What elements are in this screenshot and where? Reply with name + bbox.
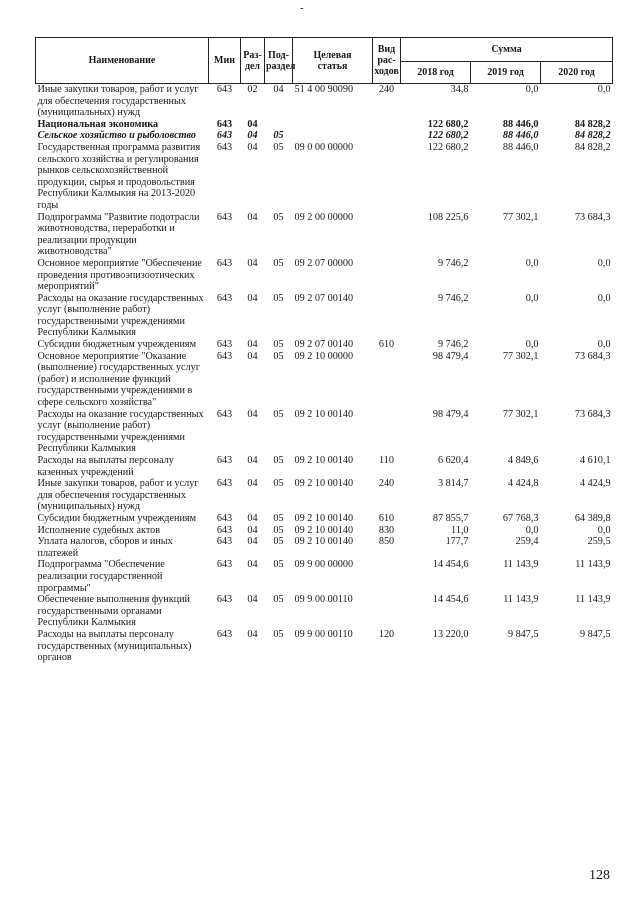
row-value-2018: 9 746,2 xyxy=(437,339,469,351)
row-value-2018: 9 746,2 xyxy=(437,257,469,269)
row-podrazdel: 05 xyxy=(273,512,284,524)
row-value-2018: 3 814,7 xyxy=(437,478,469,490)
row-vid xyxy=(373,351,401,409)
row-value-2019: 77 302,1 xyxy=(502,211,539,223)
row-min: 643 xyxy=(216,408,233,420)
row-min: 643 xyxy=(216,594,233,606)
row-value-2020: 73 684,3 xyxy=(574,211,611,223)
table-row xyxy=(36,339,613,351)
row-target: 09 9 00 00000 xyxy=(294,559,354,571)
row-razdel: 04 xyxy=(247,512,258,524)
row-podrazdel xyxy=(265,119,293,131)
row-podrazdel: 05 xyxy=(273,339,284,351)
row-value-2018: 87 855,7 xyxy=(432,512,469,524)
row-razdel: 04 xyxy=(247,455,258,466)
table-row xyxy=(36,84,613,119)
row-value-2020: 0,0 xyxy=(597,257,611,269)
table-row xyxy=(36,130,613,142)
row-value-2018: 122 680,2 xyxy=(427,118,469,130)
row-podrazdel: 05 xyxy=(273,141,284,153)
row-min: 643 xyxy=(216,628,233,640)
header-min: Мин xyxy=(209,38,241,84)
row-value-2020: 4 610,1 xyxy=(579,455,611,466)
table-row xyxy=(36,455,613,478)
row-razdel: 04 xyxy=(247,118,258,130)
row-value-2020: 11 143,9 xyxy=(575,594,611,606)
header-year-2018: 2018 год xyxy=(401,62,471,84)
row-razdel: 04 xyxy=(247,628,258,640)
row-target: 09 2 10 00140 xyxy=(294,524,354,536)
row-value-2018: 122 680,2 xyxy=(427,141,469,153)
header-year-2020: 2020 год xyxy=(541,62,613,84)
row-target xyxy=(293,119,373,131)
table-row xyxy=(36,559,613,594)
row-razdel: 04 xyxy=(247,350,258,362)
row-value-2018: 98 479,4 xyxy=(432,408,469,420)
row-vid: 850 xyxy=(378,536,395,548)
row-target: 09 2 10 00140 xyxy=(294,478,354,490)
row-name: Обеспечение выполнения функций государственными органами Республики Калмыкия xyxy=(37,594,190,629)
row-value-2019: 9 847,5 xyxy=(507,628,539,640)
row-value-2019: 11 143,9 xyxy=(503,559,539,571)
row-min: 643 xyxy=(216,350,233,362)
row-razdel: 04 xyxy=(247,292,258,304)
table-row xyxy=(36,594,613,629)
row-value-2020: 11 143,9 xyxy=(575,559,611,571)
row-target: 09 2 07 00000 xyxy=(294,257,354,269)
row-podrazdel: 05 xyxy=(273,594,284,606)
row-target: 09 9 00 00110 xyxy=(294,594,353,606)
row-name: Субсидии бюджетным учреждениям xyxy=(37,512,197,524)
table-row xyxy=(36,513,613,525)
table-body xyxy=(36,84,613,664)
row-value-2020: 4 424,9 xyxy=(579,478,611,490)
row-vid xyxy=(373,130,401,142)
row-value-2019: 0,0 xyxy=(525,339,539,351)
row-razdel: 04 xyxy=(247,594,258,606)
row-razdel: 04 xyxy=(247,141,258,153)
row-min: 643 xyxy=(216,536,233,548)
row-podrazdel: 05 xyxy=(273,257,284,269)
table-row xyxy=(36,409,613,455)
row-value-2018: 14 454,6 xyxy=(432,559,469,571)
row-podrazdel: 05 xyxy=(273,292,284,304)
table-row xyxy=(36,629,613,664)
row-name: Государственная программа развития сельского хозяйства и регулирования рынков сельскохозяйственной продукции, сырья и продовольствия Республики Калмыкия на 2013-2020 годы xyxy=(37,141,201,211)
row-vid xyxy=(373,142,401,212)
row-value-2020: 84 828,2 xyxy=(574,141,611,153)
row-min: 643 xyxy=(216,257,233,269)
row-vid: 610 xyxy=(378,512,395,524)
row-name: Расходы на выплаты персоналу казенных учреждений xyxy=(37,455,174,478)
row-value-2020: 84 828,2 xyxy=(574,130,611,142)
row-min: 643 xyxy=(216,524,233,536)
row-name: Исполнение судебных актов xyxy=(37,524,161,536)
row-target: 09 2 07 00140 xyxy=(294,339,354,351)
row-name: Расходы на оказание государственных услуг (выполнение работ) государственными учреждениями Республики Калмыкия xyxy=(37,408,204,455)
table-row xyxy=(36,142,613,212)
row-razdel: 04 xyxy=(247,478,258,490)
row-name: Основное мероприятие "Обеспечение проведения противоэпизоотических мероприятий" xyxy=(37,257,202,293)
row-value-2020: 64 389,8 xyxy=(574,512,611,524)
row-vid xyxy=(373,258,401,293)
row-value-2019: 88 446,0 xyxy=(502,141,539,153)
row-min: 643 xyxy=(216,84,233,95)
row-podrazdel: 05 xyxy=(273,524,284,536)
row-target: 09 2 10 00140 xyxy=(294,455,354,466)
row-vid xyxy=(373,409,401,455)
row-min: 643 xyxy=(216,478,233,490)
row-razdel: 04 xyxy=(247,524,258,536)
header-summa: Сумма xyxy=(401,38,613,62)
row-podrazdel: 05 xyxy=(273,350,284,362)
page-number: 128 xyxy=(589,868,610,883)
row-name: Национальная экономика xyxy=(37,118,159,130)
row-min: 643 xyxy=(216,292,233,304)
row-target: 09 2 10 00140 xyxy=(294,512,354,524)
header-podrazdel: Под- раздел xyxy=(265,38,293,84)
row-min: 643 xyxy=(216,559,233,571)
header-name: Наименование xyxy=(36,38,209,84)
budget-table xyxy=(35,37,613,664)
row-name: Уплата налогов, сборов и иных платежей xyxy=(37,536,173,559)
row-value-2018: 108 225,6 xyxy=(427,211,469,223)
row-razdel: 04 xyxy=(247,339,258,351)
row-value-2018: 6 620,4 xyxy=(437,455,469,466)
row-value-2018: 11,0 xyxy=(451,524,469,536)
row-value-2019: 0,0 xyxy=(525,257,539,269)
table-row xyxy=(36,293,613,339)
row-razdel: 04 xyxy=(247,408,258,420)
row-value-2018: 122 680,2 xyxy=(427,130,469,142)
row-target xyxy=(293,130,373,142)
row-value-2020: 9 847,5 xyxy=(579,628,611,640)
row-value-2019: 4 849,6 xyxy=(507,455,539,466)
row-podrazdel: 05 xyxy=(273,628,284,640)
row-vid: 120 xyxy=(378,628,395,640)
row-podrazdel: 05 xyxy=(273,408,284,420)
row-value-2020: 0,0 xyxy=(597,292,611,304)
row-name: Иные закупки товаров, работ и услуг для обеспечения государственных (муниципальных) нужд xyxy=(37,84,199,119)
row-value-2018: 98 479,4 xyxy=(432,350,469,362)
row-target: 51 4 00 90090 xyxy=(294,84,354,95)
row-vid: 610 xyxy=(378,339,395,351)
row-podrazdel: 05 xyxy=(273,559,284,571)
row-value-2020: 0,0 xyxy=(597,524,611,536)
row-value-2019: 4 424,8 xyxy=(507,478,539,490)
row-value-2020: 0,0 xyxy=(597,84,611,95)
row-value-2020: 259,5 xyxy=(587,536,611,548)
row-vid: 240 xyxy=(378,84,395,95)
row-vid xyxy=(373,594,401,629)
row-min: 643 xyxy=(216,455,233,466)
header-year-2019: 2019 год xyxy=(471,62,541,84)
table-row xyxy=(36,536,613,559)
row-name: Основное мероприятие "Оказание (выполнение) государственных услуг (работ) и исполнение функций государственными учреждениями в сфере сельского хозяйства" xyxy=(37,350,200,409)
row-vid: 110 xyxy=(379,455,394,466)
row-value-2019: 259,4 xyxy=(515,536,539,548)
row-value-2018: 13 220,0 xyxy=(432,628,469,640)
row-podrazdel: 04 xyxy=(273,84,284,95)
header-target: Целевая статья xyxy=(293,38,373,84)
row-value-2019: 88 446,0 xyxy=(502,130,539,142)
row-vid xyxy=(373,119,401,131)
row-name: Иные закупки товаров, работ и услуг для обеспечения государственных (муниципальных) нужд xyxy=(37,478,199,513)
row-vid: 830 xyxy=(378,524,395,536)
row-target: 09 0 00 00000 xyxy=(294,141,354,153)
row-value-2018: 34,8 xyxy=(450,84,469,95)
row-razdel: 04 xyxy=(247,536,258,548)
table-row xyxy=(36,351,613,409)
row-podrazdel: 05 xyxy=(273,211,284,223)
row-value-2020: 73 684,3 xyxy=(574,408,611,420)
row-value-2019: 67 768,3 xyxy=(502,512,539,524)
row-min: 643 xyxy=(216,512,233,524)
table-row xyxy=(36,258,613,293)
row-value-2019: 77 302,1 xyxy=(502,408,539,420)
row-name: Расходы на оказание государственных услуг (выполнение работ) государственными учреждениями Республики Калмыкия xyxy=(37,292,204,339)
table-row xyxy=(36,119,613,131)
table-row xyxy=(36,525,613,537)
header-vid: Вид рас- ходов xyxy=(373,38,401,84)
row-name: Подпрограмма "Обеспечение реализации государственной программы" xyxy=(37,559,165,594)
row-value-2019: 11 143,9 xyxy=(503,594,539,606)
row-podrazdel: 05 xyxy=(273,478,284,490)
row-vid xyxy=(373,559,401,594)
row-value-2018: 14 454,6 xyxy=(432,594,469,606)
table-row xyxy=(36,478,613,513)
row-target: 09 2 00 00000 xyxy=(294,211,354,223)
row-razdel: 04 xyxy=(247,130,258,142)
row-razdel: 04 xyxy=(247,211,258,223)
row-name: Расходы на выплаты персоналу государственных (муниципальных) органов xyxy=(37,628,192,664)
top-mark: - xyxy=(300,2,304,14)
row-vid: 240 xyxy=(378,478,395,490)
row-target: 09 9 00 00110 xyxy=(294,628,353,640)
row-vid xyxy=(373,212,401,258)
row-value-2019: 0,0 xyxy=(525,292,539,304)
row-value-2018: 177,7 xyxy=(445,536,469,548)
row-target: 09 2 07 00140 xyxy=(294,292,354,304)
row-target: 09 2 10 00140 xyxy=(294,408,354,420)
row-name: Сельское хозяйство и рыболовство xyxy=(37,130,197,142)
row-value-2020: 84 828,2 xyxy=(574,118,611,130)
row-target: 09 2 10 00140 xyxy=(294,536,354,548)
row-value-2019: 88 446,0 xyxy=(502,118,539,130)
row-podrazdel: 05 xyxy=(273,536,284,548)
row-min: 643 xyxy=(216,130,233,142)
row-razdel: 04 xyxy=(247,257,258,269)
row-razdel: 02 xyxy=(247,84,258,95)
row-value-2018: 9 746,2 xyxy=(437,292,469,304)
row-podrazdel: 05 xyxy=(273,130,284,142)
header-razdel: Раз- дел xyxy=(241,38,265,84)
row-value-2019: 0,0 xyxy=(525,524,539,536)
row-name: Подпрограмма "Развитие подотрасли животноводства, переработки и реализации продукции животноводства" xyxy=(37,211,200,258)
row-min: 643 xyxy=(216,339,233,351)
row-value-2020: 0,0 xyxy=(597,339,611,351)
row-name: Субсидии бюджетным учреждениям xyxy=(37,339,197,351)
row-podrazdel: 05 xyxy=(273,455,284,466)
row-razdel: 04 xyxy=(247,559,258,571)
row-value-2020: 73 684,3 xyxy=(574,350,611,362)
row-min: 643 xyxy=(216,211,233,223)
row-value-2019: 77 302,1 xyxy=(502,350,539,362)
row-min: 643 xyxy=(216,118,233,130)
table-row xyxy=(36,212,613,258)
row-target: 09 2 10 00000 xyxy=(294,350,354,362)
row-vid xyxy=(373,293,401,339)
row-min: 643 xyxy=(216,141,233,153)
row-value-2019: 0,0 xyxy=(525,84,539,95)
